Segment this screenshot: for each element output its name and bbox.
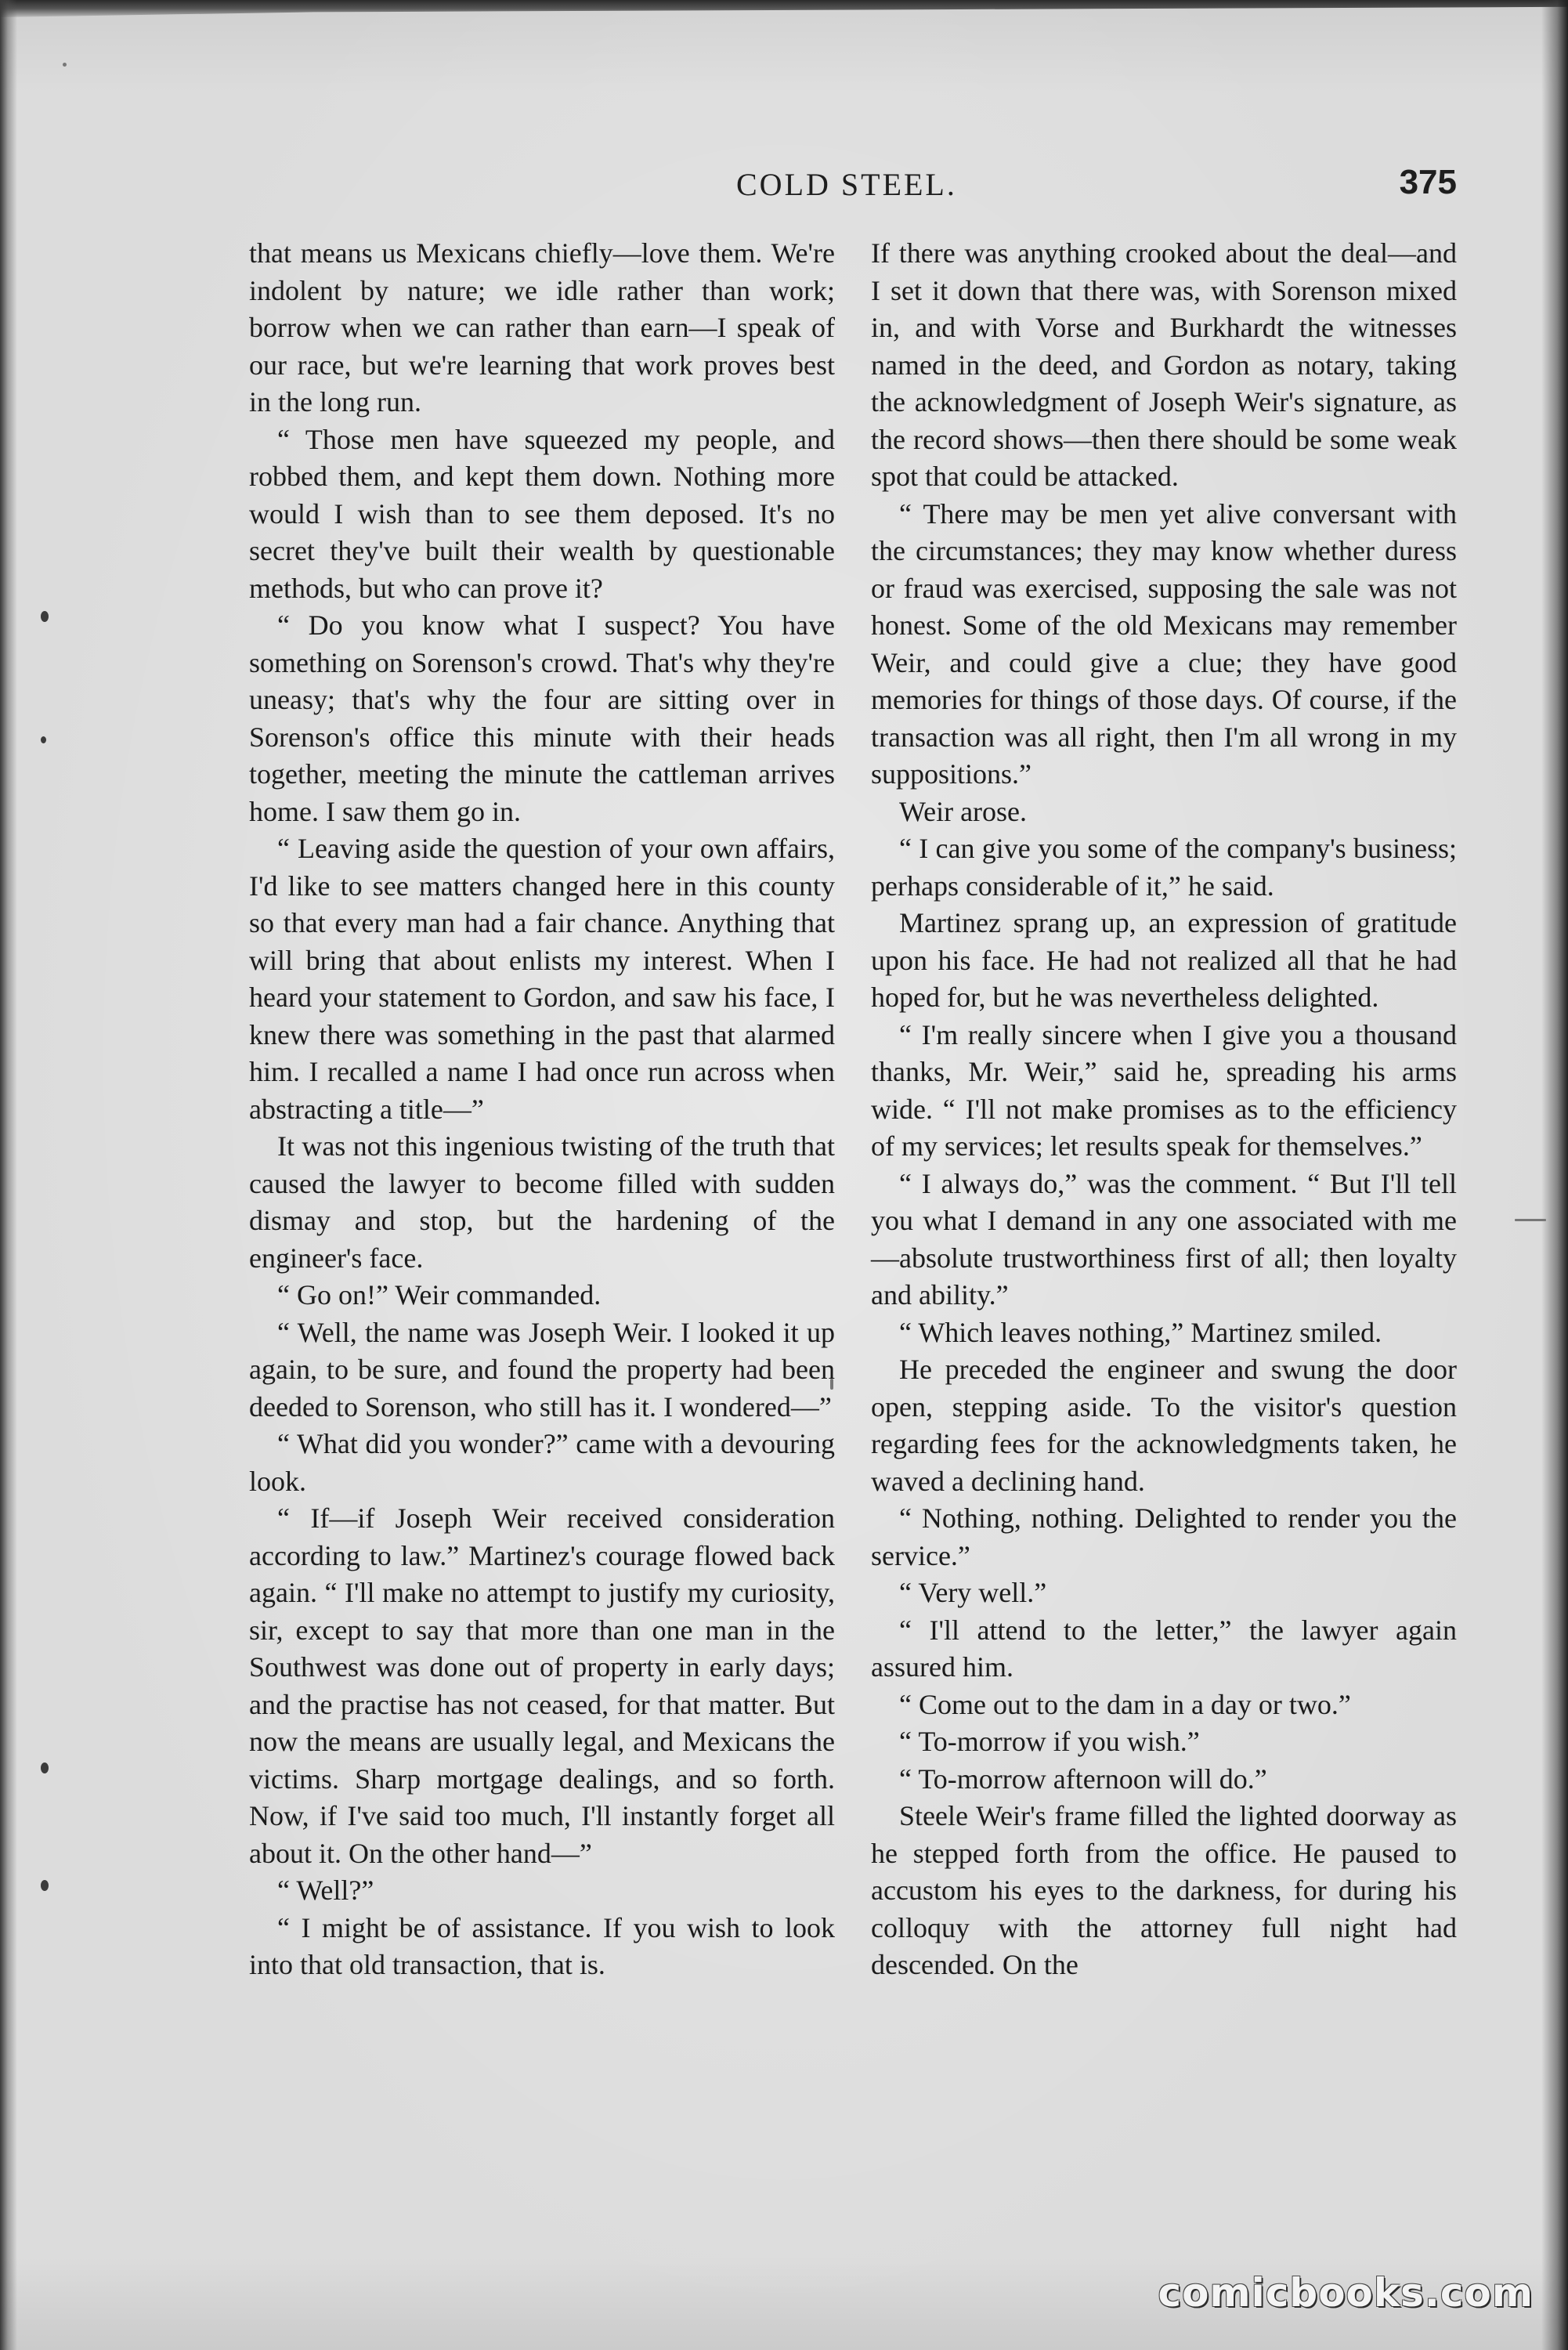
binding-hole xyxy=(41,1762,49,1773)
paragraph: “ Nothing, nothing. Delighted to render you the service.” xyxy=(871,1502,1457,1571)
paragraph: “ Do you know what I suspect? You have something on Sorenson's crowd. That's why they're uneasy; that's why the four are sitting over in Sorenson's office this minute with their heads together, meeting the minute the cattleman arrives home. I saw them go in. xyxy=(249,609,835,827)
binding-hole xyxy=(41,611,49,622)
dust-speck xyxy=(63,63,67,67)
paragraph: If there was anything crooked about the deal—and I set it down that there was, with Sorenson mixed in, and with Vorse and Burkhardt the witnesses named in the deed, and Gordon as notary, taking the acknowledgment of Joseph Weir's signature, as the record shows—then there should be some weak spot that could be attacked. xyxy=(871,237,1457,492)
page-top-edge xyxy=(0,0,1568,17)
left-text-column xyxy=(249,235,835,1984)
binding-hole xyxy=(41,736,46,743)
paragraph: “ Those men have squeezed my people, and robbed them, and kept them down. Nothing more would I wish than to see them deposed. It's no secret they've built their wealth by questionable methods, but who can prove it? xyxy=(249,423,835,604)
paragraph: “ Come out to the dam in a day or two.” xyxy=(899,1688,1351,1720)
paragraph: “ Which leaves nothing,” Martinez smiled. xyxy=(899,1316,1382,1348)
paragraph: “ Leaving aside the question of your own affairs, I'd like to see matters changed here in this county so that every man had a fair chance. Anything that will bring that about enlists my interest. When I heard your statement to Gordon, and saw his face, I knew there was something in the past that alarmed him. I recalled a name I had once run across when abstracting a title—” xyxy=(249,833,835,1125)
paragraph: “ What did you wonder?” came with a devouring look. xyxy=(249,1428,835,1497)
paragraph: “ I might be of assistance. If you wish to look into that old transaction, that is. xyxy=(249,1911,835,1980)
paragraph: It was not this ingenious twisting of the truth that caused the lawyer to become filled with sudden dismay and stop, but the hardening of the engineer's face. xyxy=(249,1130,835,1274)
paragraph: “ To-morrow if you wish.” xyxy=(899,1726,1200,1757)
right-text-column xyxy=(871,235,1457,1984)
page-header xyxy=(251,163,1457,210)
paragraph: Weir arose. xyxy=(899,795,1028,827)
page-left-edge xyxy=(0,0,17,2350)
watermark: comicbooks.com xyxy=(1158,2270,1534,2316)
binding-hole xyxy=(41,1880,49,1891)
dust-speck xyxy=(1515,1219,1546,1221)
paragraph: “ Well?” xyxy=(277,1875,374,1906)
paragraph: “ Well, the name was Joseph Weir. I looked it up again, to be sure, and found the property had been deeded to Sorenson, who still has it. I wondered—” xyxy=(249,1316,835,1423)
running-title: COLD STEEL. xyxy=(736,167,957,202)
paragraph: “ I'll attend to the letter,” the lawyer again assured him. xyxy=(871,1614,1457,1683)
paragraph: “ I can give you some of the company's business; perhaps considerable of it,” he said. xyxy=(871,833,1457,902)
paragraph: “ To-morrow afternoon will do.” xyxy=(899,1762,1267,1795)
paragraph: Steele Weir's frame filled the lighted doorway as he stepped forth from the office. He paused to accustom his eyes to the darkness, for during his colloquy with the attorney full night had descended. On the xyxy=(871,1800,1457,1980)
page-right-edge xyxy=(1541,0,1568,2350)
paragraph: “ If—if Joseph Weir received consideration according to law.” Martinez's courage flowed back again. “ I'll make no attempt to justify my curiosity, sir, except to say that more than one man in the Southwest was done out of property in early days; and the practise has not ceased, for that matter. But now the means are usually legal, and Mexicans the victims. Sharp mortgage dealings, and so forth. Now, if I've said too much, I'll instantly forget all about it. On the other hand—” xyxy=(249,1502,835,1869)
paragraph: He preceded the engineer and swung the door open, stepping aside. To the visitor's question regarding fees for the acknowledgments taken, he waved a declining hand. xyxy=(871,1354,1457,1497)
page-number: 375 xyxy=(1399,163,1457,201)
paragraph: “ Very well.” xyxy=(899,1577,1047,1608)
paragraph: “ I always do,” was the comment. “ But I'll tell you what I demand in any one associated with me—absolute trustworthiness first of all; then loyalty and ability.” xyxy=(871,1167,1457,1311)
paragraph: “ I'm really sincere when I give you a thousand thanks, Mr. Weir,” said he, spreading his arms wide. “ I'll not make promises as to the efficiency of my services; let results speak for themselves.” xyxy=(871,1018,1457,1162)
paragraph: that means us Mexicans chiefly—love them. We're indolent by nature; we idle rather than work; borrow when we can rather than earn—I speak of our race, but we're learning that work proves best in the long run. xyxy=(249,237,835,418)
paragraph: “ There may be men yet alive conversant with the circumstances; they may know whether duress or fraud was exercised, supposing the sale was not honest. Some of the old Mexicans may remember Weir, and could give a clue; they have good memories for things of those days. Of course, if the transaction was all right, then I'm all wrong in my suppositions.” xyxy=(871,497,1457,790)
paragraph: Martinez sprang up, an expression of gratitude upon his face. He had not realized all that he had hoped for, but he was nevertheless delighted. xyxy=(871,907,1457,1013)
paragraph: “ Go on!” Weir commanded. xyxy=(277,1279,602,1311)
